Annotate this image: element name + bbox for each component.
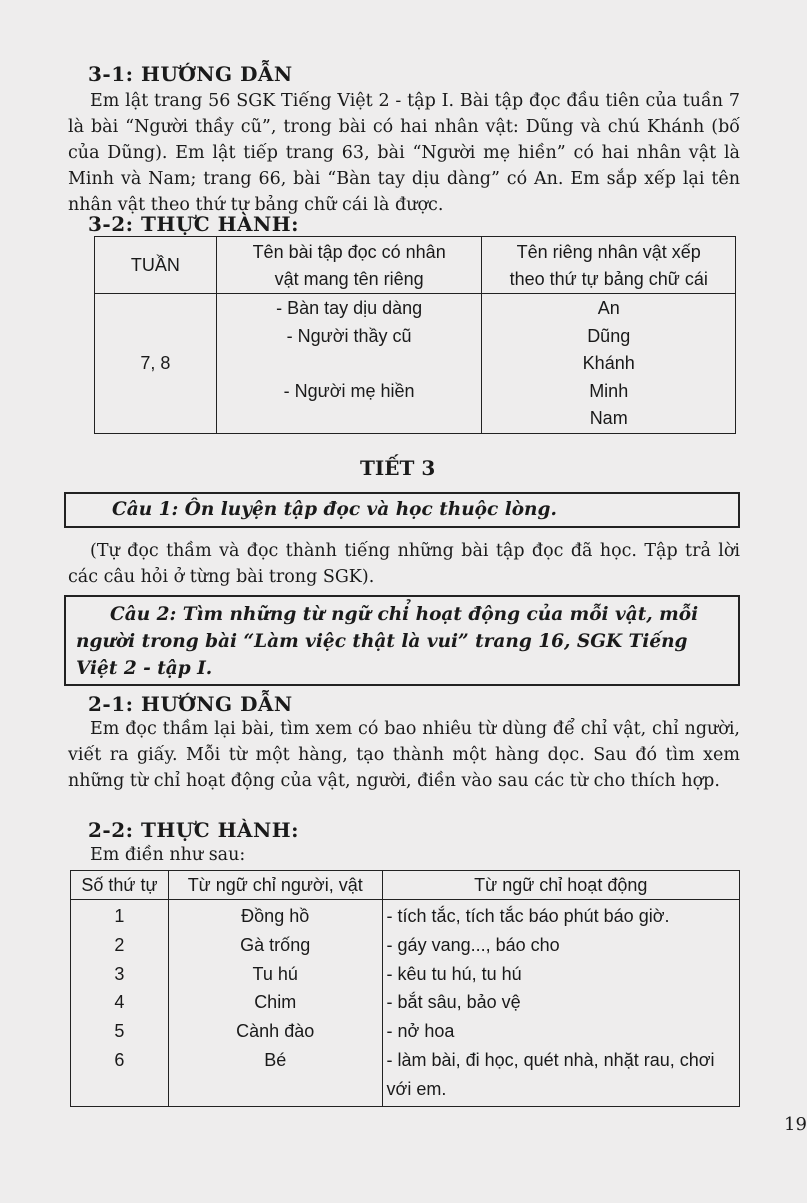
order-item: 6 <box>114 1049 125 1070</box>
order-item: 3 <box>114 963 125 984</box>
header-activity: Từ ngữ chỉ hoạt động <box>382 871 739 900</box>
lesson-item <box>221 405 478 433</box>
lessons-cell <box>216 294 482 434</box>
question-1-box: Câu 1: Ôn luyện tập đọc và học thuộc lòng. <box>64 492 740 528</box>
question-1-text <box>68 538 740 590</box>
order-cell <box>71 900 169 1107</box>
order-item: 4 <box>114 992 125 1013</box>
table-header-row <box>71 871 740 900</box>
section-heading-3-2: 3-2: THỰC HÀNH: <box>88 212 300 236</box>
section-2-2-intro-content: Em điền như sau: <box>90 845 246 865</box>
header-subject: Từ ngữ chỉ người, vật <box>168 871 382 900</box>
activity-cell <box>382 900 739 1107</box>
lesson-item <box>221 350 478 378</box>
name-item: Nam <box>589 408 628 428</box>
header-week: TUẦN <box>95 237 217 294</box>
subject-item: Cành đào <box>236 1021 315 1042</box>
order-item: 5 <box>114 1021 125 1042</box>
subject-cell <box>168 900 382 1107</box>
section-2-1-text-content: Em đọc thầm lại bài, tìm xem có bao nhiêu từ dùng để chỉ vật, chỉ người, viết ra giấy. Mỗi từ một hàng, tạo thành một hàng dọc. Sau đó tìm xem những từ chỉ hoạt động của vật, người, điền vào sau các từ cho thích hợp. <box>68 719 740 791</box>
activity-item: - tích tắc, tích tắc báo phút báo giờ. <box>386 906 670 926</box>
header-names-line-2: theo thứ tự bảng chữ cái <box>509 269 708 289</box>
subject-item: Đồng hồ <box>241 906 310 926</box>
header-names <box>482 237 736 294</box>
section-2-1-text <box>68 716 740 794</box>
page-number: 19 <box>784 1114 807 1135</box>
name-item: Minh <box>589 380 629 401</box>
lesson-item: - Người thầy cũ <box>286 325 412 346</box>
name-item: Khánh <box>582 353 635 373</box>
section-heading-3-1: 3-1: HƯỚNG DẪN <box>88 62 293 86</box>
lesson-item: - Bàn tay dịu dàng <box>276 298 423 318</box>
lesson-item: - Người mẹ hiền <box>283 380 415 401</box>
activities-table <box>70 870 740 1107</box>
header-lessons <box>216 237 482 294</box>
question-2-title: Câu 2: Tìm những từ ngữ chỉ hoạt động của mỗi vật, mỗi người trong bài “Làm việc thật là vui” trang 16, SGK Tiếng Việt 2 - tập I. <box>76 604 699 679</box>
section-heading-2-2: 2-2: THỰC HÀNH: <box>88 818 300 842</box>
week-cell: 7, 8 <box>95 294 217 434</box>
section-3-1-text-content: Em lật trang 56 SGK Tiếng Việt 2 - tập I. Bài tập đọc đầu tiên của tuần 7 là bài “Người thầy cũ”, trong bài có hai nhân vật: Dũng và chú Khánh (bố của Dũng). Em lật tiếp trang 63, bài “Người mẹ hiền” có hai nhân vật là Minh và Nam; trang 66, bài “Bàn tay dịu dàng” có An. Em sắp xếp lại tên nhân vật theo thứ tự bảng chữ cái là được. <box>68 91 740 215</box>
subject-item: Bé <box>264 1049 287 1070</box>
characters-table <box>94 236 736 434</box>
header-lessons-line-2: vật mang tên riêng <box>274 269 424 289</box>
order-item: 2 <box>114 934 125 955</box>
section-3-1-text <box>68 88 740 218</box>
header-order: Số thứ tự <box>71 871 169 900</box>
subject-item: Chim <box>254 992 297 1013</box>
question-2-box <box>64 595 740 686</box>
subject-item: Tu hú <box>252 963 298 984</box>
order-item: 1 <box>114 906 125 926</box>
header-lessons-line-1: Tên bài tập đọc có nhân <box>252 241 446 262</box>
name-item: Dũng <box>587 325 631 346</box>
section-heading-2-1: 2-1: HƯỚNG DẪN <box>88 692 293 716</box>
activity-item: - nở hoa <box>386 1021 455 1042</box>
table-header-row <box>95 237 736 294</box>
activity-item: - bắt sâu, bảo vệ <box>386 992 521 1013</box>
table-row <box>95 294 736 434</box>
section-2-2-intro <box>68 842 740 868</box>
activity-item: - gáy vang..., báo cho <box>386 934 560 955</box>
name-item: An <box>597 298 620 318</box>
table-row <box>71 900 740 1107</box>
question-1-text-content: (Tự đọc thầm và đọc thành tiếng những bài tập đọc đã học. Tập trả lời các câu hỏi ở từng bài trong SGK). <box>68 541 740 587</box>
activity-item: - làm bài, đi học, quét nhà, nhặt rau, chơi với em. <box>386 1049 715 1099</box>
lesson-title: TIẾT 3 <box>360 456 436 480</box>
header-names-line-1: Tên riêng nhân vật xếp <box>516 241 701 262</box>
activity-item: - kêu tu hú, tu hú <box>386 963 522 984</box>
names-cell <box>482 294 736 434</box>
subject-item: Gà trống <box>240 934 311 955</box>
